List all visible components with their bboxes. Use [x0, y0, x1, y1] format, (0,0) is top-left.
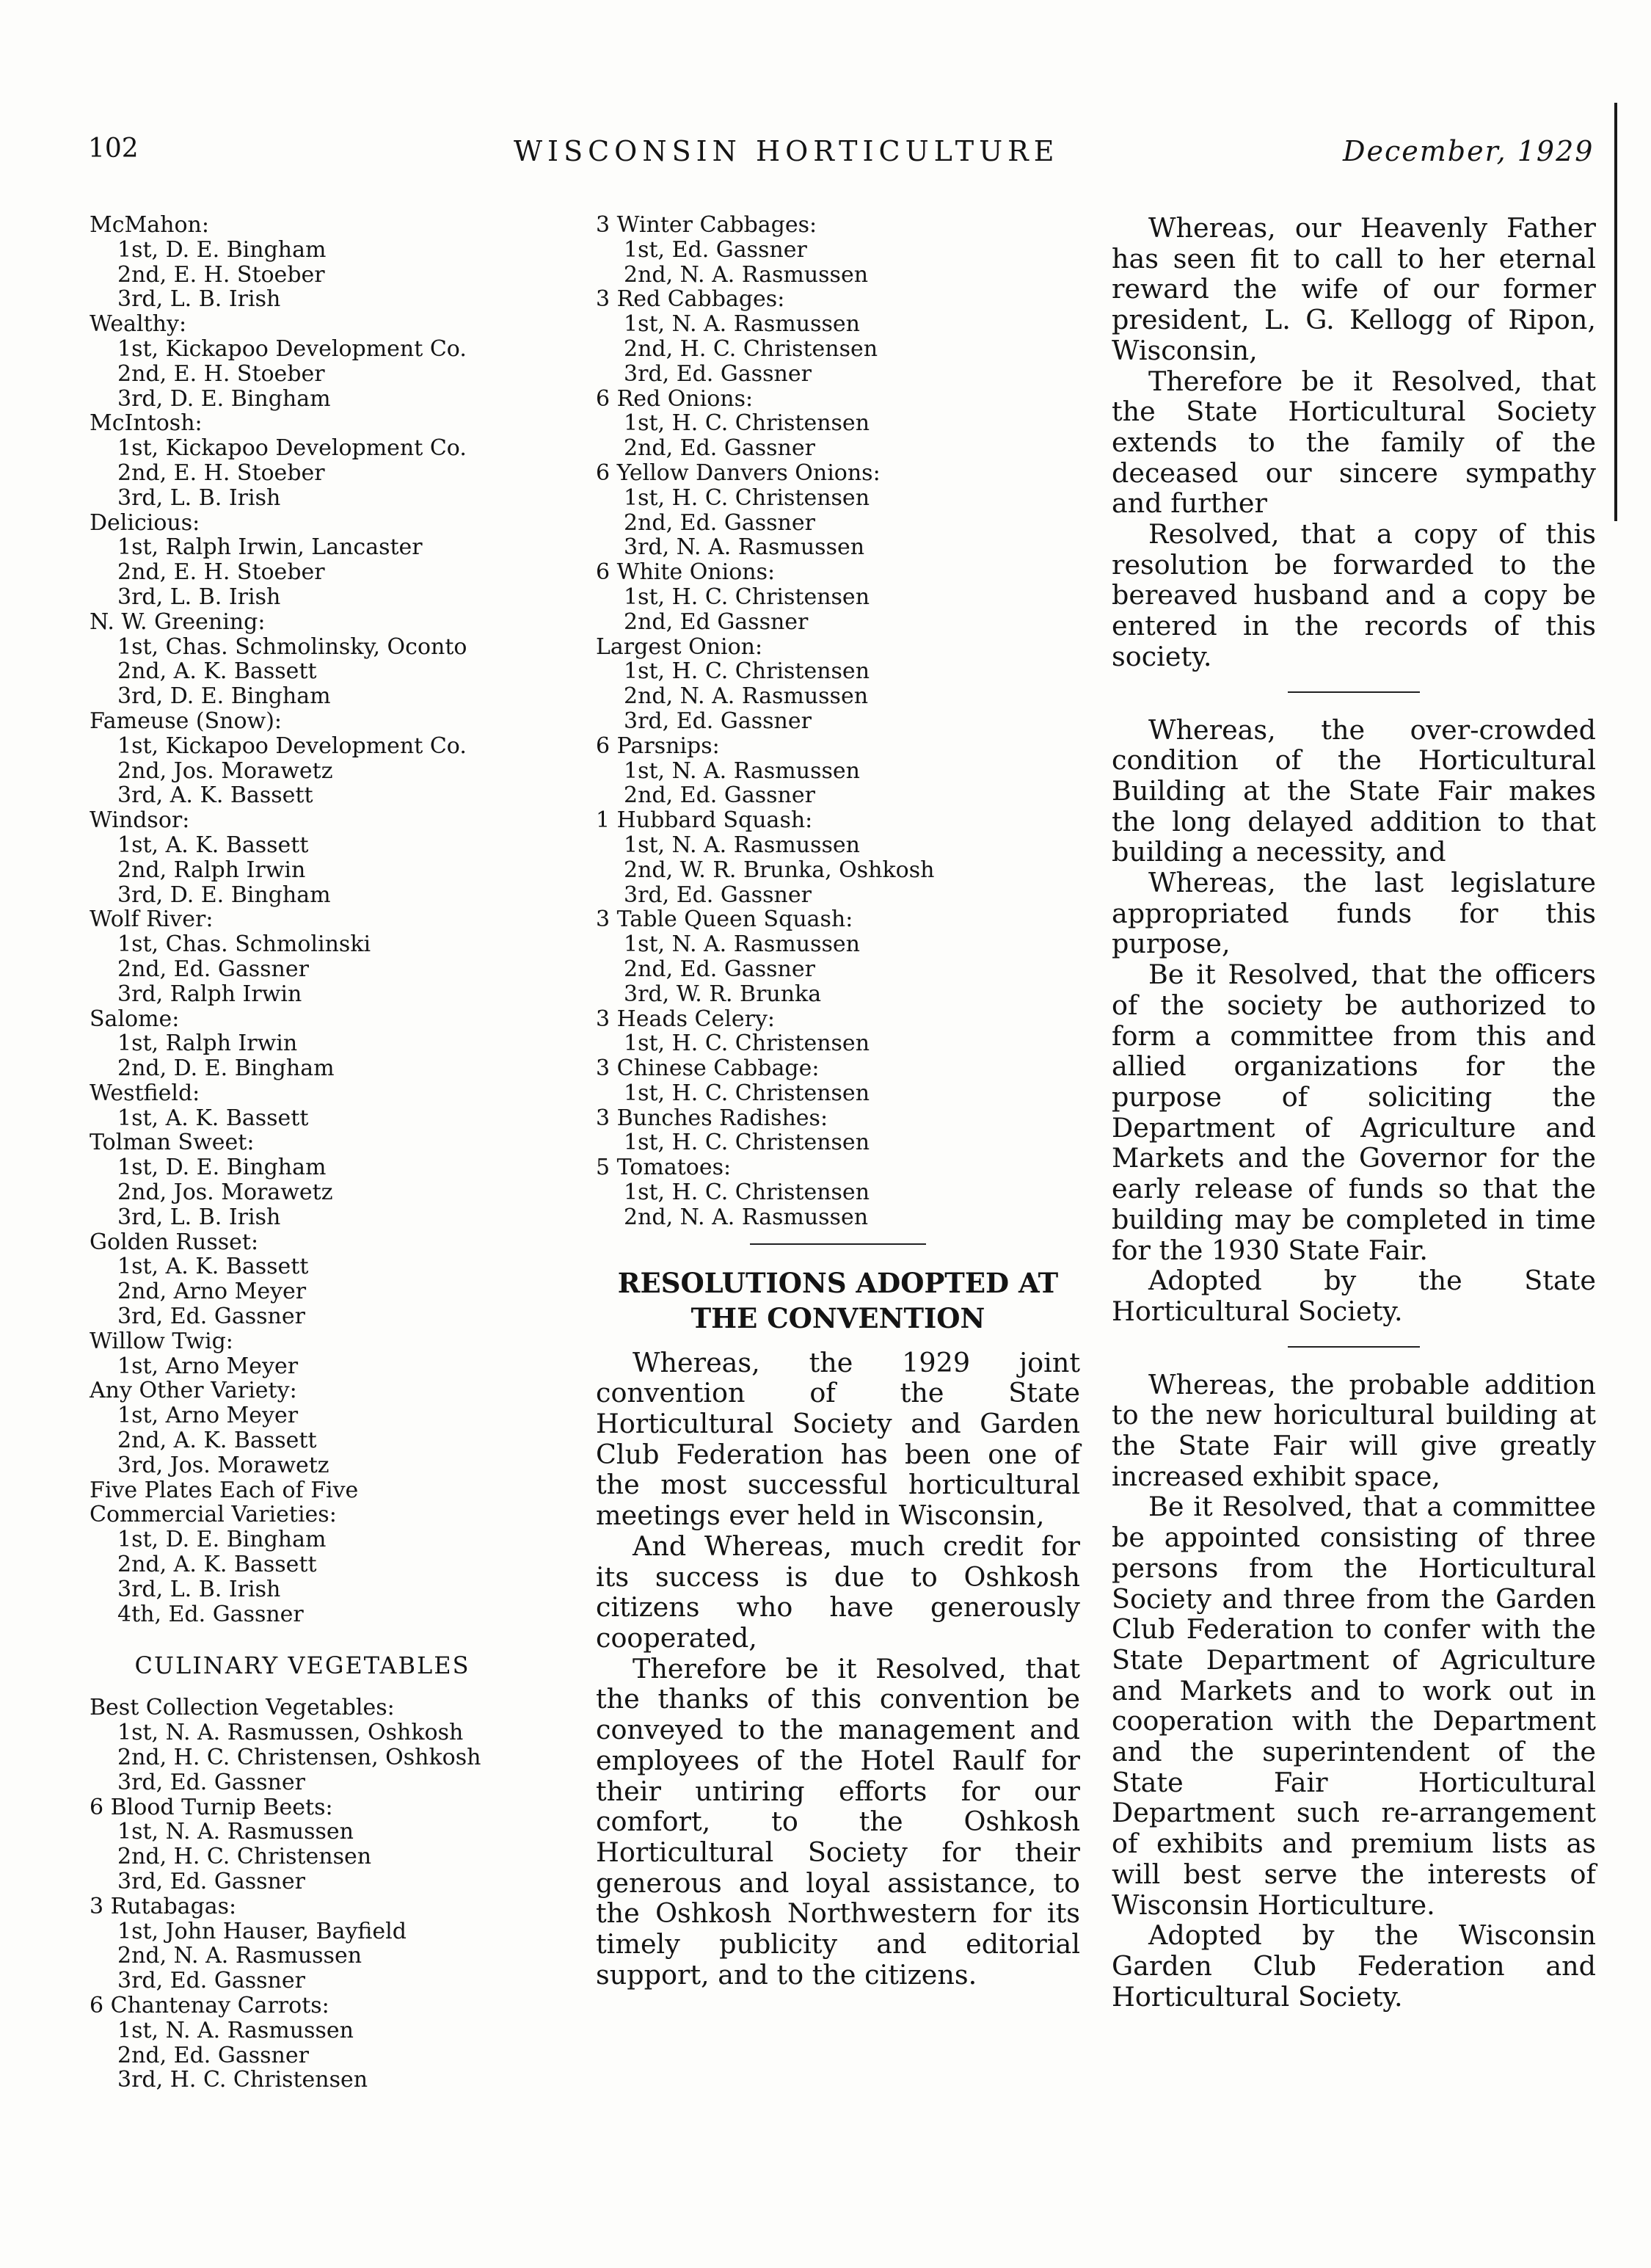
issue-date: December, 1929 [1343, 135, 1594, 167]
award-winner: 1st, H. C. Christensen [624, 1080, 870, 1106]
resolution-building [1112, 715, 1596, 1327]
award-category: Westfield: [90, 1080, 200, 1106]
award-winner: 1st, Kickapoo Development Co. [117, 435, 467, 462]
award-category: Delicious: [90, 509, 200, 536]
award-winner: 1st, Chas. Schmolinsky, Oconto [117, 633, 467, 660]
award-category: McIntosh: [90, 410, 203, 437]
award-category: Best Collection Vegetables: [90, 1695, 395, 1721]
column-2 [596, 213, 1080, 1990]
column-1 [90, 213, 552, 2093]
award-winner: 1st, N. A. Rasmussen [624, 832, 860, 858]
award-winner: 2nd, Jos. Morawetz [117, 1180, 333, 1206]
award-winner: 2nd, Ed Gassner [624, 608, 809, 635]
resolution-thanks [596, 1348, 1080, 1991]
award-category: 6 Chantenay Carrots: [90, 1992, 329, 2018]
resolution-paragraph: Be it Resolved, that a committee be appointed consisting of three persons from the Horticultural Society and three from the Garden Club Federation to confer with the State Department of Agriculture and Markets and to work out in cooperation with the Department and the superintendent of the State Fair Horticultural Department such re-arrangement of exhibits and premium lists as will best serve the interests of Wisconsin Horticulture. [1112, 1491, 1596, 1921]
award-category: Commercial Varieties: [90, 1502, 337, 1528]
award-category: Golden Russet: [90, 1229, 259, 1255]
fruit-awards-list [90, 213, 552, 1627]
resolution-paragraph: Resolved, that a copy of this resolution be forwarded to the bereaved husband and a copy be entered in the records of this society. [1112, 518, 1596, 672]
award-winner: 2nd, W. R. Brunka, Oshkosh [624, 857, 935, 883]
award-winner: 1st, H. C. Christensen [624, 658, 870, 685]
award-winner: 2nd, Ralph Irwin [117, 857, 306, 883]
award-winner: 2nd, Ed. Gassner [624, 782, 815, 809]
award-winner: 1st, A. K. Bassett [117, 1105, 309, 1131]
award-winner: 3rd, A. K. Bassett [117, 782, 313, 809]
award-winner: 1st, H. C. Christensen [624, 1180, 870, 1206]
resolution-paragraph: Whereas, the last legislature appropriated funds for this purpose, [1112, 867, 1596, 960]
award-category: 3 Winter Cabbages: [596, 212, 817, 238]
award-winner: 1st, Kickapoo Development Co. [117, 733, 467, 759]
vegetable-awards-list-2 [596, 213, 1080, 1230]
award-winner: 3rd, N. A. Rasmussen [624, 534, 865, 561]
award-winner: 2nd, A. K. Bassett [117, 658, 317, 685]
award-winner: 1st, H. C. Christensen [624, 410, 870, 437]
award-winner: 2nd, H. C. Christensen [624, 335, 878, 362]
award-winner: 3rd, W. R. Brunka [624, 981, 822, 1007]
award-winner: 3rd, L. B. Irish [117, 1204, 281, 1230]
award-winner: 1st, John Hauser, Bayfield [117, 1918, 407, 1944]
award-winner: 1st, Arno Meyer [117, 1403, 299, 1429]
vegetable-awards-list-1 [90, 1695, 552, 2093]
award-winner: 1st, A. K. Bassett [117, 832, 309, 858]
award-category: Largest Onion: [596, 633, 763, 660]
resolutions-title-line-1: RESOLUTIONS ADOPTED AT [617, 1266, 1059, 1299]
section-divider [1288, 691, 1420, 693]
award-category: Any Other Variety: [90, 1378, 297, 1404]
award-category: 3 Red Cabbages: [596, 286, 785, 313]
award-winner: 1st, D. E. Bingham [117, 1155, 327, 1181]
award-category: 6 Parsnips: [596, 733, 720, 759]
award-category: Fameuse (Snow): [90, 708, 283, 734]
award-winner: 1st, D. E. Bingham [117, 236, 327, 263]
section-divider [1288, 1346, 1420, 1348]
award-winner: 2nd, E. H. Stoeber [117, 459, 325, 486]
award-winner: 1st, Kickapoo Development Co. [117, 335, 467, 362]
resolution-paragraph: Therefore be it Resolved, that the thanks of this convention be conveyed to the management and employees of the Hotel Raulf for their untiring efforts for our comfort, to the Oshkosh Horticultural Society for their generous and loyal assistance, to the Oshkosh Northwestern for its timely publicity and editorial support, and to the citizens. [596, 1652, 1080, 1991]
award-winner: 1st, N. A. Rasmussen, Oshkosh [117, 1720, 464, 1746]
award-winner: 2nd, H. C. Christensen [117, 1844, 372, 1870]
award-winner: 2nd, Ed. Gassner [624, 956, 815, 982]
resolution-paragraph: Adopted by the State Horticultural Society. [1112, 1265, 1596, 1327]
award-winner: 2nd, E. H. Stoeber [117, 261, 325, 288]
award-winner: 3rd, D. E. Bingham [117, 882, 331, 908]
award-winner: 1st, N. A. Rasmussen [624, 311, 860, 338]
resolution-paragraph: Whereas, the 1929 joint convention of the State Horticultural Society and Garden Club Federation has been one of the most successful horticultural meetings ever held in Wisconsin, [596, 1346, 1080, 1532]
award-winner: 3rd, D. E. Bingham [117, 683, 331, 710]
resolutions-title-line-2: THE CONVENTION [690, 1301, 985, 1334]
resolution-paragraph: And Whereas, much credit for its success is due to Oshkosh citizens who have generously cooperated, [596, 1530, 1080, 1654]
column-3 [1112, 213, 1596, 2012]
award-winner: 2nd, Ed. Gassner [624, 435, 815, 462]
resolution-paragraph: Whereas, our Heavenly Father has seen fit to call to her eternal reward the wife of our former president, L. G. Kellogg of Ripon, Wisconsin, [1112, 212, 1596, 366]
award-winner: 1st, D. E. Bingham [117, 1527, 327, 1553]
award-winner: 1st, Ralph Irwin, Lancaster [117, 534, 423, 561]
award-category: 1 Hubbard Squash: [596, 807, 813, 834]
award-winner: 2nd, Arno Meyer [117, 1279, 307, 1305]
award-category: 6 Blood Turnip Beets: [90, 1794, 333, 1820]
award-winner: 3rd, Ralph Irwin [117, 981, 302, 1007]
award-winner: 2nd, Ed. Gassner [117, 2042, 309, 2068]
award-winner: 3rd, L. B. Irish [117, 286, 281, 313]
award-category: N. W. Greening: [90, 608, 266, 635]
award-category: 5 Tomatoes: [596, 1155, 732, 1181]
page-number: 102 [88, 134, 139, 164]
award-winner: 3rd, Ed. Gassner [624, 882, 812, 908]
award-category: Five Plates Each of Five [90, 1477, 359, 1503]
culinary-vegetables-heading: CULINARY VEGETABLES [134, 1651, 470, 1680]
award-winner: 3rd, D. E. Bingham [117, 385, 331, 412]
award-winner: 2nd, A. K. Bassett [117, 1428, 317, 1454]
award-winner: 2nd, Jos. Morawetz [117, 757, 333, 784]
award-winner: 1st, H. C. Christensen [624, 584, 870, 610]
award-winner: 3rd, L. B. Irish [117, 484, 281, 511]
award-winner: 1st, N. A. Rasmussen [624, 931, 860, 958]
award-category: 3 Table Queen Squash: [596, 906, 853, 933]
award-winner: 1st, N. A. Rasmussen [117, 2017, 354, 2043]
award-winner: 2nd, Ed. Gassner [117, 956, 309, 982]
award-winner: 1st, Arno Meyer [117, 1353, 299, 1379]
resolution-paragraph: Therefore be it Resolved, that the State Horticultural Society extends to the family of the deceased our sincere sympathy and further [1112, 365, 1596, 520]
award-winner: 3rd, Ed. Gassner [117, 1869, 305, 1894]
award-winner: 3rd, H. C. Christensen [117, 2067, 368, 2093]
award-winner: 3rd, L. B. Irish [117, 584, 281, 610]
award-category: Wealthy: [90, 311, 187, 338]
award-winner: 3rd, Jos. Morawetz [117, 1452, 329, 1478]
award-winner: 1st, Chas. Schmolinski [117, 931, 371, 958]
award-winner: 2nd, N. A. Rasmussen [624, 683, 869, 710]
award-category: 6 White Onions: [596, 559, 776, 586]
award-winner: 3rd, Ed. Gassner [117, 1304, 305, 1330]
award-category: Windsor: [90, 807, 190, 834]
award-category: Salome: [90, 1006, 180, 1032]
award-winner: 4th, Ed. Gassner [117, 1601, 304, 1627]
page-edge-rule [1614, 103, 1617, 521]
award-winner: 2nd, N. A. Rasmussen [117, 1943, 362, 1969]
award-winner: 2nd, E. H. Stoeber [117, 360, 325, 387]
award-winner: 3rd, Ed. Gassner [624, 360, 812, 387]
award-winner: 1st, N. A. Rasmussen [624, 757, 860, 784]
award-category: 6 Red Onions: [596, 385, 754, 412]
resolution-paragraph: Whereas, the probable addition to the new horicultural building at the State Fair will give greatly increased exhibit space, [1112, 1368, 1596, 1492]
award-category: Tolman Sweet: [90, 1130, 255, 1156]
award-winner: 1st, Ed. Gassner [624, 236, 807, 263]
award-category: McMahon: [90, 212, 209, 238]
award-winner: 3rd, Ed. Gassner [117, 1968, 305, 1994]
resolutions-title [596, 1265, 1080, 1336]
award-winner: 3rd, Ed. Gassner [624, 708, 812, 734]
award-winner: 2nd, Ed. Gassner [624, 509, 815, 536]
award-winner: 1st, H. C. Christensen [624, 484, 870, 511]
resolution-paragraph: Whereas, the over-crowded condition of the Horticultural Building at the State Fair makes the long delayed addition to that building a necessity, and [1112, 713, 1596, 868]
award-winner: 1st, A. K. Bassett [117, 1254, 309, 1280]
award-winner: 1st, H. C. Christensen [624, 1130, 870, 1156]
journal-title: WISCONSIN HORTICULTURE [514, 135, 1060, 167]
award-winner: 3rd, L. B. Irish [117, 1576, 281, 1602]
resolution-exhibit [1112, 1370, 1596, 2013]
resolution-paragraph: Adopted by the Wisconsin Garden Club Federation and Horticultural Society. [1112, 1919, 1596, 2013]
award-winner: 3rd, Ed. Gassner [117, 1769, 305, 1795]
resolution-paragraph: Be it Resolved, that the officers of the society be authorized to form a committee from this and allied organizations for the purpose of soliciting the Department of Agriculture and Markets and the Governor for the early release of funds so that the building may be completed in time for the 1930 State Fair. [1112, 959, 1596, 1266]
award-winner: 1st, N. A. Rasmussen [117, 1819, 354, 1845]
award-winner: 2nd, E. H. Stoeber [117, 559, 325, 586]
resolution-kellogg [1112, 213, 1596, 672]
award-category: 3 Heads Celery: [596, 1006, 776, 1032]
award-winner: 2nd, N. A. Rasmussen [624, 1204, 869, 1230]
award-category: 3 Bunches Radishes: [596, 1105, 828, 1131]
award-winner: 1st, Ralph Irwin [117, 1031, 298, 1057]
award-category: Wolf River: [90, 906, 214, 933]
award-winner: 2nd, H. C. Christensen, Oshkosh [117, 1745, 481, 1771]
award-winner: 2nd, N. A. Rasmussen [624, 261, 869, 288]
award-category: 3 Chinese Cabbage: [596, 1055, 820, 1082]
award-winner: 2nd, A. K. Bassett [117, 1552, 317, 1578]
award-category: 3 Rutabagas: [90, 1893, 237, 1919]
award-winner: 2nd, D. E. Bingham [117, 1055, 335, 1082]
section-divider [750, 1243, 926, 1245]
award-winner: 1st, H. C. Christensen [624, 1031, 870, 1057]
award-category: 6 Yellow Danvers Onions: [596, 459, 881, 486]
award-category: Willow Twig: [90, 1328, 233, 1354]
